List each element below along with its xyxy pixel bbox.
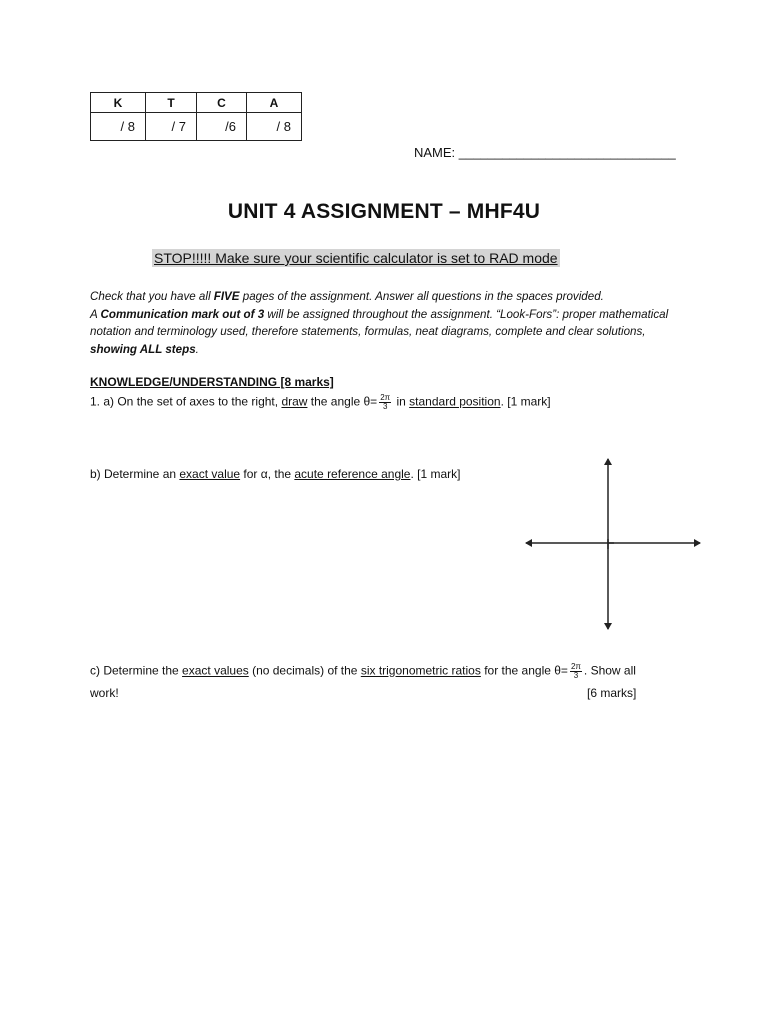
instructions-line2-b: will be assigned throughout the assignment. “Look-Fors”: proper mathematical notation and terminology used, therefore statements, formulas, neat diagrams, complete and clear solutions, bbox=[90, 307, 669, 338]
marks-table bbox=[90, 92, 302, 141]
q1a-marks: . [1 mark] bbox=[500, 394, 551, 409]
q1a-fraction bbox=[379, 394, 391, 411]
marks-table-value-row bbox=[91, 113, 302, 141]
instructions-communication: Communication mark out of 3 bbox=[100, 307, 265, 321]
name-label: NAME: bbox=[414, 145, 456, 160]
q1a-in: in bbox=[393, 394, 410, 409]
q1c-exact-values: exact values bbox=[182, 663, 249, 678]
marks-value-c: /6 bbox=[197, 113, 247, 141]
q1a-mid: the angle θ= bbox=[307, 394, 378, 409]
coordinate-axes[interactable] bbox=[520, 455, 706, 633]
q1c-mid2: for the angle θ= bbox=[480, 663, 568, 678]
instructions-line1-b: pages of the assignment. Answer all questions in the spaces provided. bbox=[239, 290, 604, 303]
q1c-frac-den: 3 bbox=[573, 671, 579, 680]
q1c-six-ratios: six trigonometric ratios bbox=[360, 663, 481, 678]
instructions-five: FIVE bbox=[213, 290, 240, 303]
q1b-prefix: b) Determine an bbox=[90, 467, 180, 481]
marks-value-t: / 7 bbox=[146, 113, 197, 141]
q1b-mid: for α, the bbox=[240, 467, 295, 481]
q1a-frac-num: 2π bbox=[380, 393, 391, 402]
instructions bbox=[90, 288, 690, 358]
marks-table-header-row bbox=[91, 93, 302, 113]
instructions-show-steps: showing ALL steps bbox=[90, 342, 196, 356]
question-1c bbox=[90, 663, 636, 680]
name-line[interactable]: ______________________________ bbox=[458, 145, 676, 160]
question-1a bbox=[90, 394, 551, 411]
q1c-frac-num: 2π bbox=[570, 662, 581, 671]
name-field[interactable] bbox=[414, 145, 676, 160]
q1a-standard-position: standard position bbox=[409, 394, 501, 409]
marks-header-t: T bbox=[146, 93, 197, 113]
q1c-fraction bbox=[570, 663, 582, 680]
marks-header-a: A bbox=[247, 93, 302, 113]
q1c-line2: work! bbox=[90, 686, 119, 700]
instructions-line1-a: Check that you have all bbox=[90, 290, 214, 303]
marks-value-a: / 8 bbox=[247, 113, 302, 141]
q1c-end: . Show all bbox=[583, 663, 636, 678]
marks-header-c: C bbox=[197, 93, 247, 113]
instructions-line2-a: A bbox=[90, 307, 101, 321]
q1a-draw: draw bbox=[281, 394, 308, 409]
q1b-exact-value: exact value bbox=[179, 467, 241, 481]
q1c-prefix: c) Determine the bbox=[90, 663, 183, 678]
marks-header-k: K bbox=[91, 93, 146, 113]
marks-value-k: / 8 bbox=[91, 113, 146, 141]
q1c-mid: (no decimals) of the bbox=[248, 663, 361, 678]
q1a-frac-den: 3 bbox=[382, 402, 388, 411]
question-1b bbox=[90, 467, 460, 481]
instructions-end: . bbox=[195, 342, 199, 356]
q1c-marks: [6 marks] bbox=[587, 686, 637, 700]
q1a-prefix: 1. a) On the set of axes to the right, bbox=[90, 394, 282, 409]
page-title: UNIT 4 ASSIGNMENT – MHF4U bbox=[227, 200, 541, 223]
stop-notice: STOP!!!!! Make sure your scientific calculator is set to RAD mode bbox=[154, 250, 558, 266]
q1b-marks: . [1 mark] bbox=[410, 467, 461, 481]
q1b-acute-reference-angle: acute reference angle bbox=[294, 467, 411, 481]
section-heading: KNOWLEDGE/UNDERSTANDING [8 marks] bbox=[90, 375, 334, 389]
